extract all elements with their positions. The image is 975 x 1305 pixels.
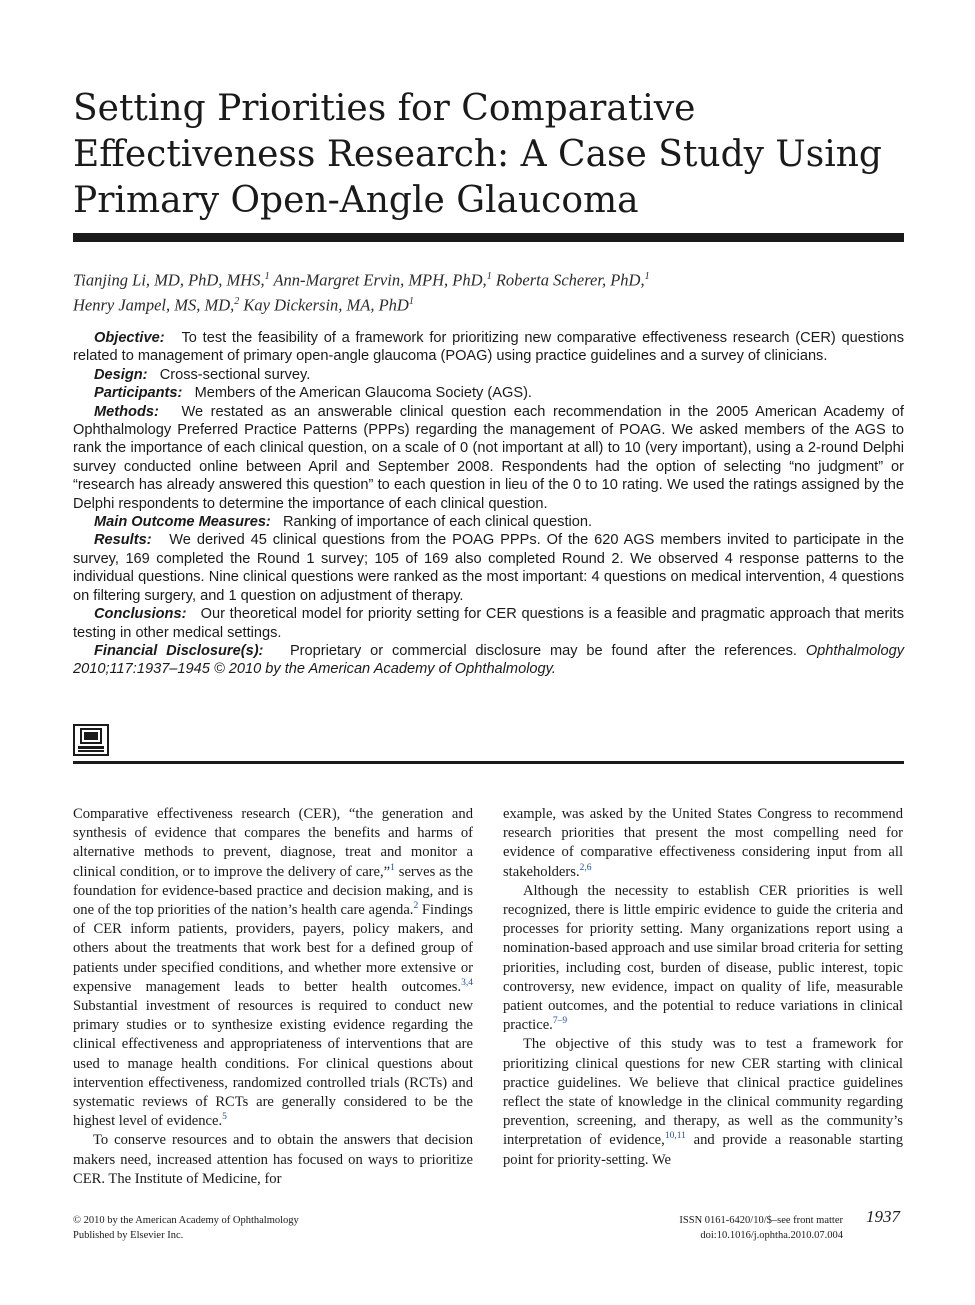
- issn-text: ISSN 0161-6420/10/$–see front matter: [679, 1215, 843, 1226]
- abstract-text: Proprietary or commercial disclosure may be found after the references.: [289, 642, 797, 659]
- section-label: Participants:: [94, 385, 183, 402]
- section-label: Methods:: [94, 403, 159, 420]
- author-name: Tianjing Li, MD, PhD, MHS,: [73, 270, 265, 290]
- author-name: Ann-Margret Ervin, MPH, PhD,: [273, 270, 487, 290]
- abstract-conclusions: [73, 605, 904, 642]
- reference-link[interactable]: 1: [390, 862, 395, 873]
- section-label: Conclusions:: [94, 606, 187, 623]
- abstract-objective: [73, 329, 904, 366]
- section-label: Results:: [94, 532, 152, 549]
- doi-text[interactable]: doi:10.1016/j.ophtha.2010.07.004: [700, 1230, 843, 1241]
- body-paragraph: [503, 882, 903, 1036]
- reference-link[interactable]: 5: [222, 1112, 227, 1123]
- abstract-methods: [73, 403, 904, 513]
- reference-link[interactable]: 2: [413, 901, 419, 912]
- computer-icon: [73, 724, 109, 756]
- abstract-design: [73, 366, 904, 384]
- abstract-text: To test the feasibility of a framework for prioritizing new comparative effectiveness research (CER) questions related to management of primary open-angle glaucoma (POAG) using practice guidelines and a survey of clinicians.: [73, 330, 904, 365]
- abstract-divider: [73, 761, 904, 764]
- author-name: Kay Dickersin, MA, PhD: [243, 295, 409, 314]
- body-paragraph: [73, 805, 473, 1131]
- title-divider: [73, 233, 904, 242]
- section-label: Main Outcome Measures:: [94, 514, 271, 531]
- abstract-outcome: [73, 513, 904, 531]
- abstract-text: Members of the American Glaucoma Society (AGS).: [194, 385, 532, 402]
- abstract: [73, 329, 904, 679]
- body-text: example, was asked by the United States Congress to recommend research priorities that present the most compelling need for evidence of comparative effectiveness considering input from all stakeholders.: [503, 806, 903, 880]
- body-text: Comparative effectiveness research (CER), “the generation and synthesis of evidence that compares the benefits and harms of alternative methods to prevent, diagnose, treat and monitor a clinical condition, or to improve the delivery of care,”: [73, 806, 473, 880]
- abstract-text: Cross-sectional survey.: [159, 366, 311, 383]
- abstract-disclosure: [73, 642, 904, 679]
- reference-link[interactable]: 10,11: [664, 1131, 686, 1142]
- body-column-left: [73, 805, 473, 1189]
- article-title: Setting Priorities for Comparative Effectiveness Research: A Case Study Using Primary Open-Angle Glaucoma: [73, 88, 882, 221]
- footer-issn-block: [679, 1213, 843, 1243]
- author-affiliation: 1: [264, 271, 270, 282]
- body-text: Findings of CER inform patients, providers, payers, policy makers, and others about the treatments that work best for a defined group of patients under specified conditions, and whether more extensive or expensive management leads to better health outcomes.: [73, 902, 473, 995]
- abstract-participants: [73, 384, 904, 402]
- body-text: Substantial investment of resources is required to conduct new primary studies or to synthesize existing evidence regarding the clinical effectiveness and appropriateness of interventions that are used to manage health conditions. For clinical questions about intervention effectiveness, randomized controlled trials (RCTs) and systematic reviews of RCTs are generally considered to be the highest level of evidence.: [73, 998, 473, 1130]
- section-label: Design:: [94, 366, 148, 383]
- reference-link[interactable]: 3,4: [461, 977, 473, 988]
- body-text: The objective of this study was to test a framework for prioritizing clinical questions for new CER starting with clinical practice guidelines. We believe that clinical practice guidelines reflect the state of knowledge in the clinical community regarding prevention, screening, and therapy, as well as the community’s interpretation of evidence,: [503, 1036, 903, 1149]
- journal-citation: Ophthalmology 2010;117:1937–1945 © 2010 by the American Academy of Ophthalmology.: [73, 642, 904, 678]
- section-label: Objective:: [94, 330, 165, 346]
- publisher-text: Published by Elsevier Inc.: [73, 1230, 184, 1241]
- abstract-text: We restated as an answerable clinical question each recommendation in the 2005 American Academy of Ophthalmology Preferred Practice Patterns (PPPs) regarding the management of POAG. We asked members of the AGS to rank the importance of each clinical question, on a scale of 0 (not important at all) to 10 (very important), using a 2-round Delphi survey conducted online between April and September 2008. Respondents had the option of selecting “no judgment” or “research has already answered this question” to each question in lieu of the 0 to 10 rating. We used the ratings assigned by the Delphi respondents to determine the importance of each clinical question.: [73, 403, 904, 512]
- abstract-results: [73, 531, 904, 605]
- copyright-text: © 2010 by the American Academy of Ophthalmology: [73, 1215, 299, 1226]
- abstract-text: We derived 45 clinical questions from the POAG PPPs. Of the 620 AGS members invited to participate in the survey, 169 completed the Round 1 survey; 105 of 169 also completed Round 2. We observed 4 response patterns to the individual questions. Nine clinical questions were ranked as the most important: 4 questions on medical intervention, 4 questions on filtering surgery, and 1 question on adjustment of therapy.: [73, 532, 904, 604]
- reference-link[interactable]: 2,6: [579, 862, 592, 873]
- author-affiliation: 1: [644, 271, 650, 282]
- abstract-text: Our theoretical model for priority setting for CER questions is a feasible and pragmatic approach that merits testing in other medical settings.: [73, 606, 904, 641]
- body-text: and provide a reasonable starting point for priority-setting. We: [503, 1132, 903, 1168]
- body-paragraph: To conserve resources and to obtain the answers that decision makers need, increased attention has focused on ways to prioritize CER. The Institute of Medicine, for: [73, 1132, 473, 1187]
- author-list: [73, 266, 913, 315]
- author-affiliation: 2: [234, 295, 240, 307]
- body-text: Although the necessity to establish CER priorities is well recognized, there is little empiric evidence to guide the criteria and processes for priority setting. Many organizations report using a nomination-based approach and use similar broad criteria for setting priorities, including cost, burden of disease, public interest, topic controversy, new evidence, impact on quality of life, measurable patient outcomes, and the potential to reduce variations in clinical practice.: [503, 882, 903, 1034]
- abstract-text: Ranking of importance of each clinical question.: [282, 514, 593, 531]
- author-name: Henry Jampel, MS, MD,: [73, 295, 235, 314]
- reference-link[interactable]: 7–9: [552, 1016, 568, 1027]
- author-affiliation: 1: [486, 271, 492, 282]
- body-paragraph: [503, 805, 903, 882]
- page-number: 1937: [866, 1207, 900, 1226]
- body-paragraph: [503, 1035, 903, 1169]
- author-name: Roberta Scherer, PhD,: [495, 270, 645, 290]
- footer-copyright-block: [73, 1213, 299, 1243]
- author-affiliation: 1: [408, 295, 414, 307]
- section-label: Financial Disclosure(s):: [94, 642, 264, 659]
- body-text: serves as the foundation for evidence-based practice and decision making, and is one of the top priorities of the nation’s health care agenda.: [73, 863, 473, 919]
- body-column-right: [503, 805, 903, 1170]
